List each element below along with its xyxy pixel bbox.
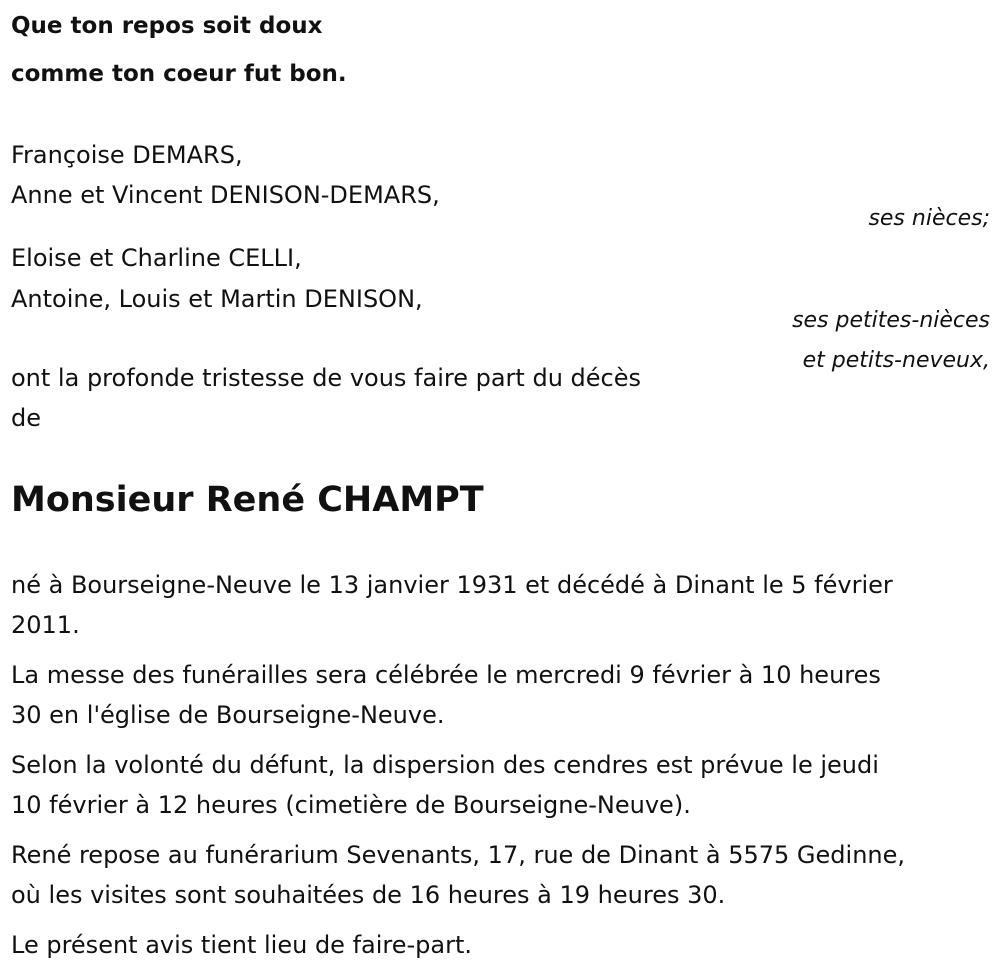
- relation-label: ses petites-nièces: [792, 308, 990, 333]
- paragraph-line: 10 février à 12 heures (cimetière de Bourseigne-Neuve).: [11, 791, 691, 819]
- announcement-line: de: [11, 404, 41, 432]
- paragraph-line: Le présent avis tient lieu de faire-part.: [11, 931, 473, 959]
- family-name-line: Anne et Vincent DENISON-DEMARS,: [11, 181, 440, 209]
- deceased-name: Monsieur René CHAMPT: [11, 480, 484, 520]
- paragraph-line: Selon la volonté du défunt, la dispersion des cendres est prévue le jeudi: [11, 751, 879, 779]
- relation-label: et petits-neveux,: [802, 348, 990, 373]
- paragraph-line: 30 en l'église de Bourseigne-Neuve.: [11, 701, 445, 729]
- paragraph-line: 2011.: [11, 611, 80, 639]
- family-name-line: Antoine, Louis et Martin DENISON,: [11, 285, 423, 313]
- announcement-line: ont la profonde tristesse de vous faire part du décès: [11, 364, 641, 392]
- paragraph-line: où les visites sont souhaitées de 16 heures à 19 heures 30.: [11, 881, 726, 909]
- paragraph-line: René repose au funérarium Sevenants, 17, rue de Dinant à 5575 Gedinne,: [11, 841, 906, 869]
- epigraph-line: comme ton coeur fut bon.: [11, 61, 347, 87]
- family-name-line: Eloise et Charline CELLI,: [11, 244, 302, 272]
- paragraph-line: né à Bourseigne-Neuve le 13 janvier 1931 et décédé à Dinant le 5 février: [11, 571, 893, 599]
- paragraph-line: La messe des funérailles sera célébrée le mercredi 9 février à 10 heures: [11, 661, 881, 689]
- family-name-line: Françoise DEMARS,: [11, 141, 243, 169]
- relation-label: ses nièces;: [868, 206, 990, 231]
- epigraph-line: Que ton repos soit doux: [11, 13, 323, 39]
